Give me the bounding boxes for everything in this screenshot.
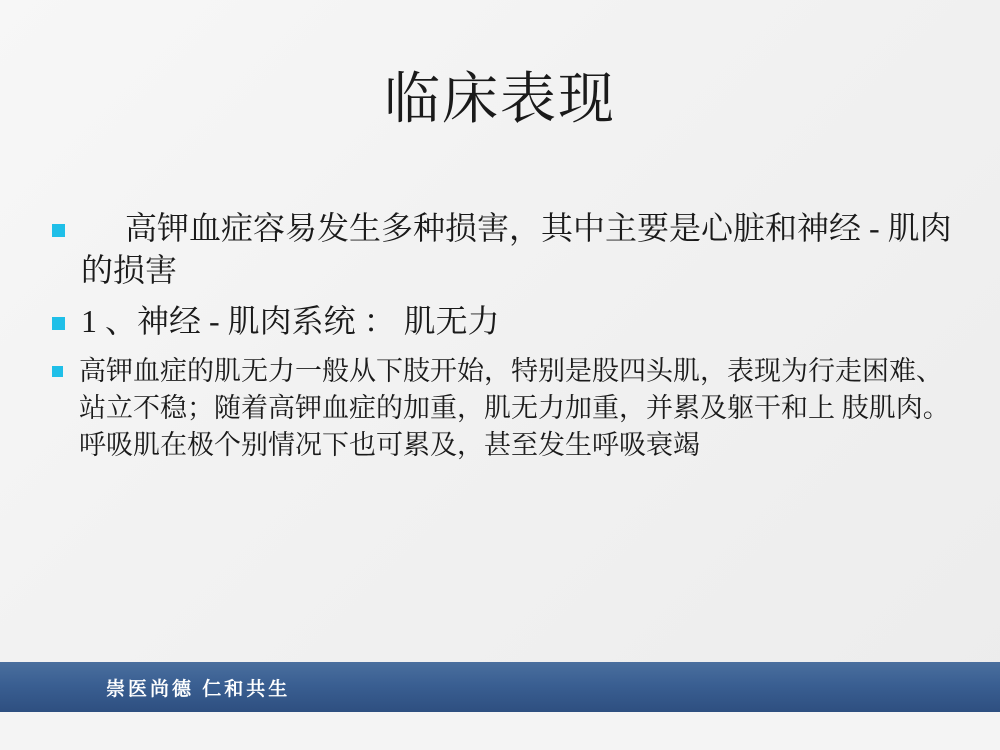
bullet-text: 高钾血症的肌无力一般从下肢开始，特别是股四头肌，表现为行走困难、站立不稳；随着高钾血症的加重，肌无力加重，并累及躯干和上 肢肌肉。呼吸肌在极个别情况下也可累及，甚至发生呼吸衰竭 — [79, 355, 950, 461]
page-title: 临床表现 — [384, 69, 616, 131]
square-bullet-icon — [52, 366, 63, 377]
footer-slogan: 崇医尚德 仁和共生 — [106, 678, 291, 700]
square-bullet-icon — [52, 224, 65, 237]
square-bullet-icon — [52, 317, 65, 330]
footer-banner — [0, 662, 1000, 712]
bullet-text: 1 、神经 - 肌肉系统 ： 肌无力 — [81, 303, 500, 340]
bullet-item — [52, 208, 952, 291]
bullet-text: 高钾血症容易发生多种损害，其中主要是心脏和神经 - 肌肉的损害 — [81, 210, 952, 288]
slide-body — [52, 208, 952, 475]
bullet-item — [52, 353, 952, 465]
bullet-item — [52, 301, 952, 343]
slide-bottom-margin — [0, 712, 1000, 750]
